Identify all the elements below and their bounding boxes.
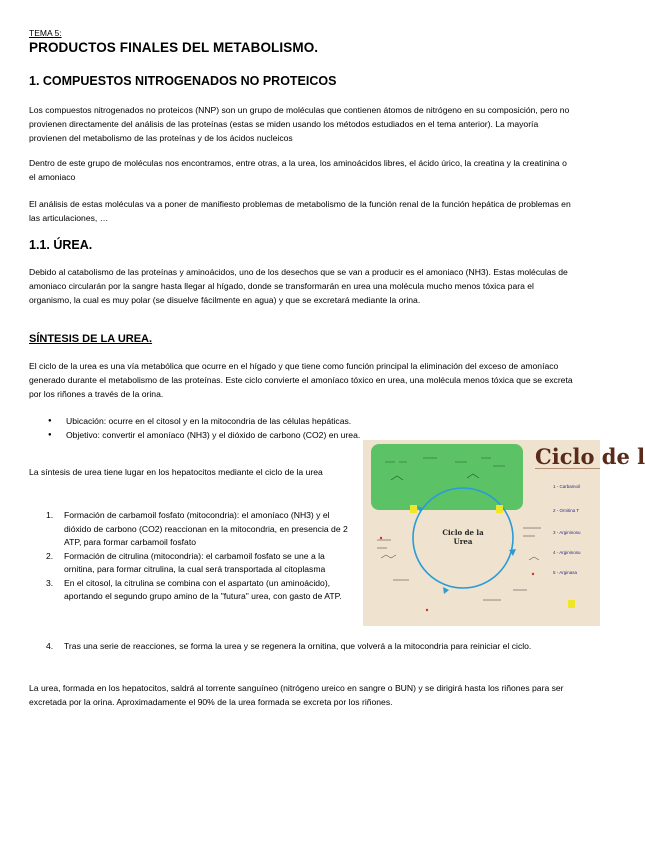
paragraph-sintesis-hepatocitos: La síntesis de urea tiene lugar en los hepatocitos mediante el ciclo de la urea [29, 467, 323, 477]
figure-side-item: 4 - Argininosu [553, 550, 581, 555]
bullet-ubicacion: ● Ubicación: ocurre en el citosol y en la mitocondria de las células hepáticas. [48, 414, 368, 428]
step-item: 1. Formación de carbamoil fosfato (mitocondria): el amoníaco (NH3) y el dióxido de carbono (CO2) reaccionan en la mitocondria, en presencia de 2 ATP, para formar carbamoil fosfato [46, 510, 348, 547]
figure-side-item: 2 - Ornitina T [553, 508, 580, 513]
figure-side-item: 1 - Carbamoil [553, 484, 581, 489]
document-title: PRODUCTOS FINALES DEL METABOLISMO. [29, 40, 319, 55]
topic-label: TEMA 5: [29, 28, 62, 38]
step-item: 3. En el citosol, la citrulina se combina con el aspartato (un aminoácido), aportando el segundo grupo amino de la "futura" urea, con gasto de ATP. [46, 577, 342, 601]
subheading-sintesis: SÍNTESIS DE LA UREA. [29, 333, 153, 345]
bullet-list [48, 414, 368, 442]
paragraph-ciclo-urea: El ciclo de la urea es una vía metabólica que ocurre en el hígado y que tiene como función principal la eliminación del exceso de amoníaco generado durante el metabolismo de las proteínas. Este ciclo convierte el amoníaco tóxico en urea, una molécula menos tóxica que se excreta por los riñones a través de la orina. [29, 361, 573, 399]
steps-list-continued [46, 640, 586, 654]
urea-cycle-figure [363, 440, 645, 626]
marker-icon [410, 505, 417, 513]
paragraph-nnp-definition: Los compuestos nitrogenados no proteicos (NNP) son un grupo de moléculas que contienen átomos de nitrógeno en su composición, pero no provienen directamente del análisis de las proteínas (estas se miden usando los métodos estudiados en el tema anterior). La mayoría provienen del metabolismo de las proteínas y de los ácidos nucleicos [29, 105, 570, 143]
paragraph-urea-intro: Debido al catabolismo de las proteínas y aminoácidos, uno de los desechos que se van a producir es el amoniaco (NH3). Estas moléculas de amoniaco circularán por la sangre hasta llegar al hígado, donde se transformarán en urea una molécula mucho menos tóxica para el organismo, la cual es muy polar (se disuelve fácilmente en agua) y que se excretará mediante la orina. [29, 267, 568, 305]
section-heading-urea: 1.1. ÚREA. [29, 238, 93, 252]
figure-title: Ciclo de l [535, 444, 645, 469]
step-item: 4. Tras una serie de reacciones, se forma la urea y se regenera la ornitina, que volverá a la mitocondria para reiniciar el ciclo. [46, 641, 532, 651]
marker-icon [568, 600, 575, 608]
steps-list [46, 509, 351, 604]
figure-side-item: 3 - Argininosu [553, 530, 581, 535]
marker-icon [496, 505, 503, 513]
paragraph-urea-excrecion: La urea, formada en los hepatocitos, saldrá al torrente sanguíneo (nitrógeno ureico en sangre o BUN) y se dirigirá hasta los riñones para ser excretada por la orina. Aproximadamente el 90% de la urea formada se excreta por los riñones. [29, 683, 564, 707]
bullet-objetivo: ● Objetivo: convertir el amoníaco (NH3) y el dióxido de carbono (CO2) en urea. [48, 428, 368, 442]
figure-center-label: Ciclo de la Urea [442, 528, 484, 546]
mitochondria-region [371, 444, 523, 510]
section-heading-compuestos: 1. COMPUESTOS NITROGENADOS NO PROTEICOS [29, 74, 337, 88]
step-item: 2. Formación de citrulina (mitocondria): el carbamoil fosfato se une a la ornitina, para formar citrulina, la cual será transportada al citoplasma [46, 550, 326, 574]
paragraph-nnp-analysis: El análisis de estas moléculas va a poner de manifiesto problemas de metabolismo de la función renal de la función hepática de problemas en las articulaciones, … [29, 199, 571, 223]
paragraph-nnp-members: Dentro de este grupo de moléculas nos encontramos, entre otras, a la urea, los aminoácidos libres, el ácido úrico, la creatina y la creatinina o el amoniaco [29, 158, 567, 182]
figure-side-item: 5 - Arginasa [553, 570, 578, 575]
